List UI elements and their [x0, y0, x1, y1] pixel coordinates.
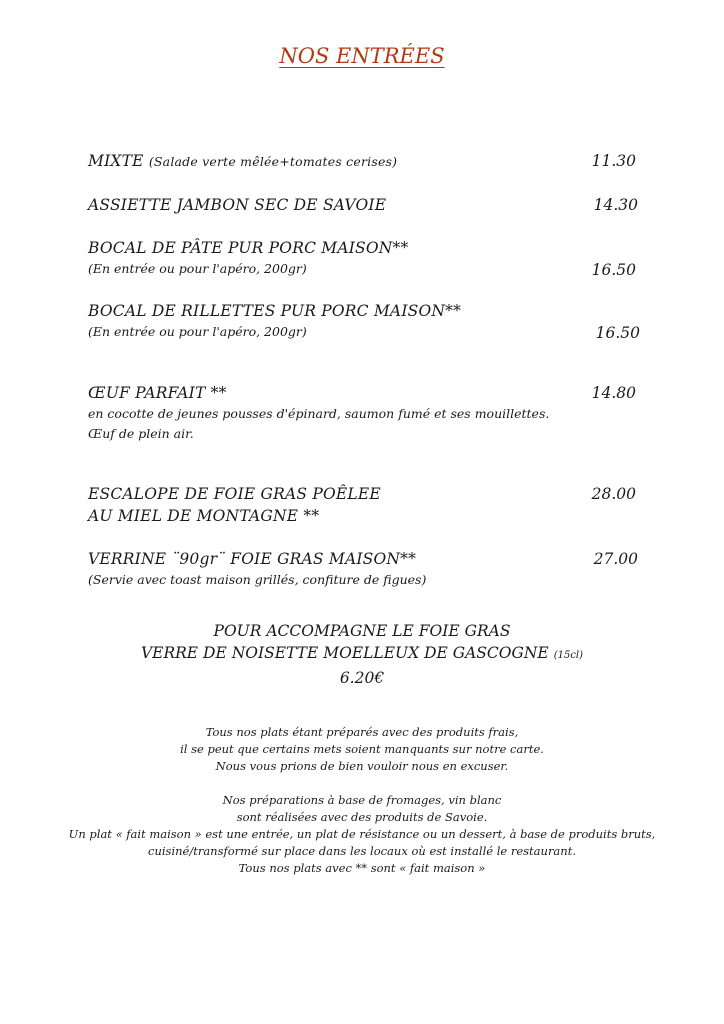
item-price: 16.50: [595, 324, 640, 342]
item-description: en cocotte de jeunes pousses d'épinard, saumon fumé et ses mouillettes.: [88, 406, 550, 421]
menu-item-verrine-foie-gras: [88, 548, 648, 590]
accompaniment-section: [0, 620, 724, 689]
item-name: MIXTE: [88, 152, 144, 170]
item-description: (En entrée ou pour l'apéro, 200gr): [88, 261, 307, 276]
note-line: Tous nos plats étant préparés avec des produits frais,: [205, 725, 519, 739]
item-price: 27.00: [593, 550, 638, 568]
item-description: (Salade verte mêlée+tomates cerises): [148, 154, 398, 169]
item-price: 14.80: [591, 384, 636, 402]
accompaniment-line-1: POUR ACCOMPAGNE LE FOIE GRAS: [213, 622, 511, 640]
note-line: sont réalisées avec des produits de Savoie.: [236, 810, 488, 824]
item-description: (En entrée ou pour l'apéro, 200gr): [88, 324, 307, 339]
item-description: (Servie avec toast maison grillés, confiture de figues): [88, 572, 427, 587]
item-name: BOCAL DE PÂTE PUR PORC MAISON**: [88, 239, 409, 257]
item-name: ASSIETTE JAMBON SEC DE SAVOIE: [88, 196, 387, 214]
menu-item-bocal-pate: [88, 237, 648, 279]
item-price: 14.30: [593, 196, 638, 214]
accompaniment-line-2: VERRE DE NOISETTE MOELLEUX DE GASCOGNE: [140, 644, 549, 662]
item-name: VERRINE ¨90gr¨ FOIE GRAS MAISON**: [88, 550, 417, 568]
note-line: Nous vous prions de bien vouloir nous en excuser.: [215, 759, 509, 773]
item-name-2: AU MIEL DE MONTAGNE **: [88, 507, 320, 525]
notes-section: [0, 724, 724, 877]
note-line: Un plat « fait maison » est une entrée, un plat de résistance ou un dessert, à base de produits bruts,: [68, 827, 656, 841]
menu-item-bocal-rillettes: [88, 300, 648, 342]
note-line: cuisiné/transformé sur place dans les locaux où est installé le restaurant.: [148, 844, 576, 858]
item-name: ESCALOPE DE FOIE GRAS POÊLEE: [88, 485, 381, 503]
item-price: 11.30: [591, 152, 636, 170]
item-description-2: Œuf de plein air.: [88, 426, 194, 441]
item-price: 28.00: [591, 485, 636, 503]
page-title: NOS ENTRÉES: [279, 44, 445, 68]
menu-item-oeuf-parfait: [88, 382, 648, 444]
note-line: il se peut que certains mets soient manquants sur notre carte.: [180, 742, 544, 756]
menu-item-mixte: [88, 150, 648, 172]
item-name: ŒUF PARFAIT **: [88, 384, 227, 402]
note-line: Nos préparations à base de fromages, vin blanc: [222, 793, 502, 807]
menu-item-jambon: [88, 194, 648, 216]
item-name: BOCAL DE RILLETTES PUR PORC MAISON**: [88, 302, 462, 320]
accompaniment-volume: (15cl): [553, 650, 584, 661]
accompaniment-price: 6.20€: [339, 669, 385, 687]
menu-item-escalope-foie-gras: [88, 483, 648, 527]
note-line: Tous nos plats avec ** sont « fait maison »: [238, 861, 486, 875]
item-price: 16.50: [591, 261, 636, 279]
